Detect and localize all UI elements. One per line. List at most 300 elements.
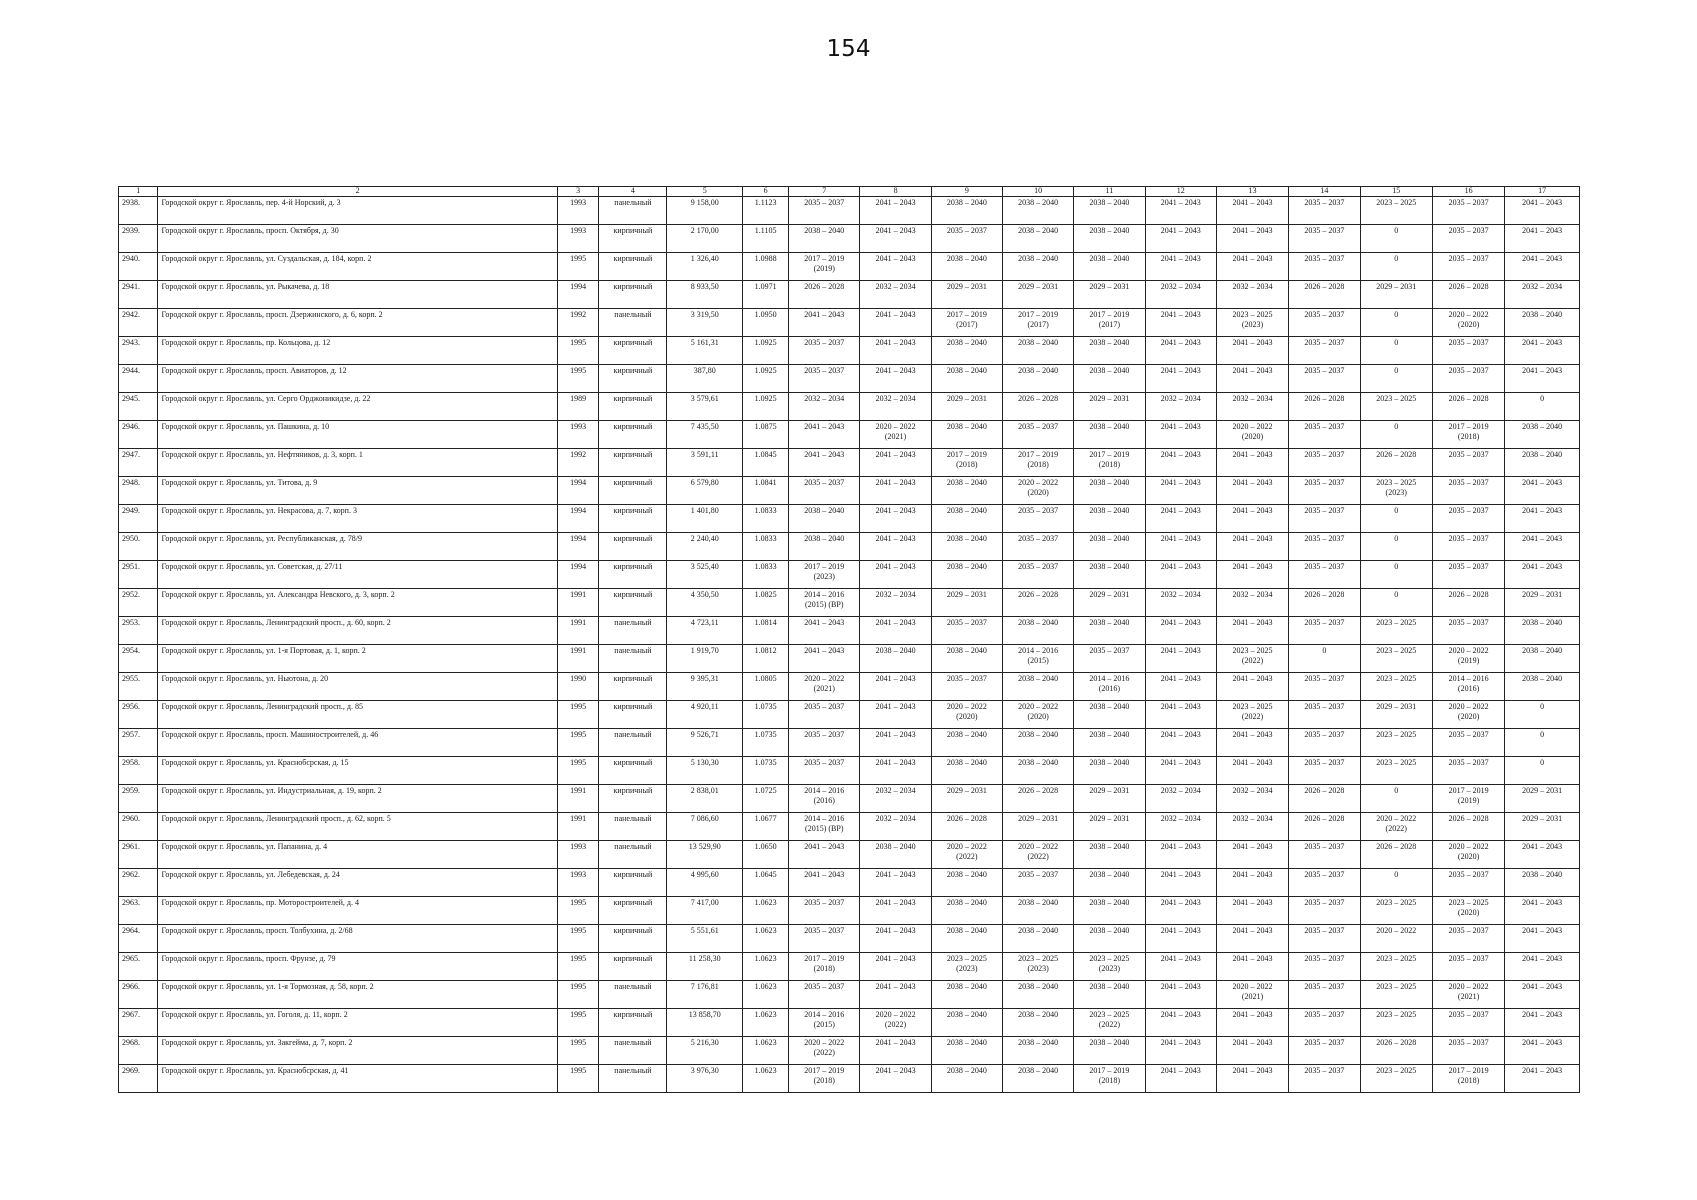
table-cell-col-3: 1995	[557, 953, 599, 981]
table-cell-col-8: 2041 – 2043	[860, 449, 931, 477]
table-cell-col-10: 2038 – 2040	[1002, 365, 1073, 393]
table-cell-col-8: 2020 – 2022 (2021)	[860, 421, 931, 449]
column-header-8: 8	[860, 187, 931, 197]
table-cell-col-13: 2041 – 2043	[1216, 365, 1288, 393]
table-cell-col-8: 2038 – 2040	[860, 841, 931, 869]
table-cell-col-2: Городской округ г. Ярославль, ул. Серго Орджоникидзе, д. 22	[158, 393, 557, 421]
table-cell-col-13: 2041 – 2043	[1216, 925, 1288, 953]
table-cell-col-1: 2944.	[119, 365, 158, 393]
table-cell-col-3: 1990	[557, 673, 599, 701]
table-cell-col-8: 2041 – 2043	[860, 981, 931, 1009]
table-cell-col-3: 1991	[557, 785, 599, 813]
table-cell-col-8: 2041 – 2043	[860, 225, 931, 253]
table-cell-col-5: 7 176,81	[667, 981, 743, 1009]
table-cell-col-11: 2038 – 2040	[1074, 477, 1145, 505]
table-cell-col-11: 2017 – 2019 (2018)	[1074, 449, 1145, 477]
table-cell-col-3: 1993	[557, 869, 599, 897]
table-cell-col-6: 1.0650	[743, 841, 789, 869]
table-cell-col-15: 0	[1360, 309, 1432, 337]
table-cell-col-15: 0	[1360, 253, 1432, 281]
table-cell-col-3: 1992	[557, 449, 599, 477]
table-cell-col-2: Городской округ г. Ярославль, Ленинградский просп., д. 62, корп. 5	[158, 813, 557, 841]
table-cell-col-9: 2029 – 2031	[931, 785, 1002, 813]
table-cell-col-7: 2020 – 2022 (2021)	[789, 673, 860, 701]
table-cell-col-7: 2014 – 2016 (2015)	[789, 1009, 860, 1037]
table-cell-col-12: 2041 – 2043	[1145, 505, 1216, 533]
table-cell-col-13: 2041 – 2043	[1216, 1009, 1288, 1037]
table-cell-col-4: кирпичный	[599, 785, 667, 813]
table-cell-col-4: панельный	[599, 1065, 667, 1093]
table-cell-col-1: 2956.	[119, 701, 158, 729]
table-cell-col-15: 0	[1360, 225, 1432, 253]
table-cell-col-9: 2038 – 2040	[931, 337, 1002, 365]
table-cell-col-10: 2038 – 2040	[1002, 617, 1073, 645]
table-cell-col-13: 2041 – 2043	[1216, 253, 1288, 281]
table-cell-col-16: 2035 – 2037	[1432, 925, 1504, 953]
table-cell-col-16: 2017 – 2019 (2018)	[1432, 1065, 1504, 1093]
table-cell-col-11: 2038 – 2040	[1074, 841, 1145, 869]
table-cell-col-17: 2041 – 2043	[1505, 253, 1580, 281]
table-cell-col-6: 1.0833	[743, 505, 789, 533]
table-cell-col-11: 2023 – 2025 (2023)	[1074, 953, 1145, 981]
table-cell-col-1: 2942.	[119, 309, 158, 337]
table-cell-col-16: 2026 – 2028	[1432, 393, 1504, 421]
table-cell-col-2: Городской округ г. Ярославль, просп. Авиаторов, д. 12	[158, 365, 557, 393]
table-cell-col-8: 2041 – 2043	[860, 757, 931, 785]
column-header-11: 11	[1074, 187, 1145, 197]
table-row	[119, 785, 1580, 813]
table-cell-col-16: 2035 – 2037	[1432, 337, 1504, 365]
table-cell-col-16: 2020 – 2022 (2020)	[1432, 701, 1504, 729]
table-cell-col-2: Городской округ г. Ярославль, Ленинградский просп., д. 60, корп. 2	[158, 617, 557, 645]
table-cell-col-10: 2026 – 2028	[1002, 393, 1073, 421]
table-cell-col-10: 2038 – 2040	[1002, 253, 1073, 281]
table-cell-col-6: 1.0623	[743, 897, 789, 925]
table-cell-col-11: 2029 – 2031	[1074, 281, 1145, 309]
table-cell-col-11: 2038 – 2040	[1074, 505, 1145, 533]
table-cell-col-14: 2035 – 2037	[1289, 1009, 1360, 1037]
table-cell-col-3: 1995	[557, 253, 599, 281]
table-cell-col-12: 2041 – 2043	[1145, 337, 1216, 365]
table-cell-col-1: 2959.	[119, 785, 158, 813]
table-cell-col-7: 2014 – 2016 (2015) (ВР)	[789, 813, 860, 841]
column-header-4: 4	[599, 187, 667, 197]
table-cell-col-8: 2041 – 2043	[860, 701, 931, 729]
table-cell-col-8: 2041 – 2043	[860, 953, 931, 981]
table-cell-col-9: 2017 – 2019 (2017)	[931, 309, 1002, 337]
table-cell-col-12: 2032 – 2034	[1145, 281, 1216, 309]
table-cell-col-12: 2032 – 2034	[1145, 785, 1216, 813]
table-cell-col-11: 2038 – 2040	[1074, 729, 1145, 757]
table-cell-col-7: 2041 – 2043	[789, 869, 860, 897]
table-cell-col-6: 1.0735	[743, 757, 789, 785]
table-cell-col-9: 2038 – 2040	[931, 757, 1002, 785]
table-cell-col-2: Городской округ г. Ярославль, ул. 1-я Портовая, д. 1, корп. 2	[158, 645, 557, 673]
table-cell-col-10: 2017 – 2019 (2018)	[1002, 449, 1073, 477]
table-cell-col-12: 2041 – 2043	[1145, 617, 1216, 645]
table-cell-col-12: 2032 – 2034	[1145, 589, 1216, 617]
table-cell-col-15: 0	[1360, 589, 1432, 617]
table-cell-col-1: 2941.	[119, 281, 158, 309]
table-cell-col-16: 2035 – 2037	[1432, 197, 1504, 225]
table-cell-col-16: 2035 – 2037	[1432, 561, 1504, 589]
table-cell-col-14: 2026 – 2028	[1289, 281, 1360, 309]
table-cell-col-13: 2023 – 2025 (2022)	[1216, 701, 1288, 729]
table-cell-col-2: Городской округ г. Ярославль, просп. Октября, д. 30	[158, 225, 557, 253]
table-cell-col-17: 0	[1505, 757, 1580, 785]
table-cell-col-17: 2038 – 2040	[1505, 449, 1580, 477]
table-cell-col-3: 1991	[557, 813, 599, 841]
table-cell-col-7: 2017 – 2019 (2019)	[789, 253, 860, 281]
table-cell-col-7: 2032 – 2034	[789, 393, 860, 421]
table-cell-col-14: 2035 – 2037	[1289, 925, 1360, 953]
column-header-2: 2	[158, 187, 557, 197]
table-cell-col-9: 2038 – 2040	[931, 365, 1002, 393]
table-cell-col-4: кирпичный	[599, 505, 667, 533]
table-row	[119, 1065, 1580, 1093]
table-cell-col-10: 2038 – 2040	[1002, 1065, 1073, 1093]
table-row	[119, 729, 1580, 757]
table-cell-col-16: 2020 – 2022 (2019)	[1432, 645, 1504, 673]
table-row	[119, 925, 1580, 953]
table-cell-col-2: Городской округ г. Ярославль, ул. Александра Невского, д. 3, корп. 2	[158, 589, 557, 617]
table-cell-col-14: 2026 – 2028	[1289, 785, 1360, 813]
table-cell-col-17: 2032 – 2034	[1505, 281, 1580, 309]
table-cell-col-12: 2041 – 2043	[1145, 561, 1216, 589]
table-cell-col-3: 1995	[557, 897, 599, 925]
table-cell-col-7: 2017 – 2019 (2023)	[789, 561, 860, 589]
table-cell-col-17: 2041 – 2043	[1505, 897, 1580, 925]
table-cell-col-12: 2041 – 2043	[1145, 225, 1216, 253]
table-cell-col-1: 2958.	[119, 757, 158, 785]
table-cell-col-12: 2041 – 2043	[1145, 869, 1216, 897]
table-cell-col-9: 2035 – 2037	[931, 225, 1002, 253]
table-cell-col-6: 1.1123	[743, 197, 789, 225]
table-cell-col-14: 2035 – 2037	[1289, 757, 1360, 785]
table-cell-col-1: 2963.	[119, 897, 158, 925]
table-cell-col-14: 2026 – 2028	[1289, 589, 1360, 617]
table-cell-col-2: Городской округ г. Ярославль, ул. Лебедевская, д. 24	[158, 869, 557, 897]
table-cell-col-12: 2041 – 2043	[1145, 421, 1216, 449]
table-cell-col-6: 1.0988	[743, 253, 789, 281]
table-cell-col-10: 2038 – 2040	[1002, 337, 1073, 365]
table-cell-col-9: 2035 – 2037	[931, 673, 1002, 701]
table-cell-col-9: 2020 – 2022 (2020)	[931, 701, 1002, 729]
table-row	[119, 645, 1580, 673]
table-cell-col-2: Городской округ г. Ярославль, ул. Пашкина, д. 10	[158, 421, 557, 449]
table-cell-col-15: 2023 – 2025 (2023)	[1360, 477, 1432, 505]
table-cell-col-3: 1994	[557, 561, 599, 589]
table-cell-col-4: кирпичный	[599, 281, 667, 309]
table-cell-col-1: 2962.	[119, 869, 158, 897]
table-row	[119, 197, 1580, 225]
table-cell-col-9: 2038 – 2040	[931, 729, 1002, 757]
table-row	[119, 421, 1580, 449]
table-cell-col-8: 2038 – 2040	[860, 645, 931, 673]
table-cell-col-3: 1993	[557, 421, 599, 449]
table-cell-col-13: 2020 – 2022 (2021)	[1216, 981, 1288, 1009]
table-row	[119, 393, 1580, 421]
table-cell-col-15: 0	[1360, 337, 1432, 365]
table-cell-col-8: 2041 – 2043	[860, 309, 931, 337]
table-cell-col-4: панельный	[599, 981, 667, 1009]
table-cell-col-8: 2041 – 2043	[860, 925, 931, 953]
table-cell-col-16: 2026 – 2028	[1432, 589, 1504, 617]
table-cell-col-12: 2041 – 2043	[1145, 477, 1216, 505]
table-cell-col-3: 1992	[557, 309, 599, 337]
table-cell-col-6: 1.0925	[743, 365, 789, 393]
table-cell-col-9: 2038 – 2040	[931, 645, 1002, 673]
table-cell-col-1: 2961.	[119, 841, 158, 869]
table-cell-col-9: 2023 – 2025 (2023)	[931, 953, 1002, 981]
table-cell-col-2: Городской округ г. Ярославль, просп. Фрунзе, д. 79	[158, 953, 557, 981]
table-cell-col-11: 2038 – 2040	[1074, 869, 1145, 897]
table-cell-col-15: 2023 – 2025	[1360, 197, 1432, 225]
table-cell-col-6: 1.0677	[743, 813, 789, 841]
table-cell-col-14: 2026 – 2028	[1289, 393, 1360, 421]
table-cell-col-3: 1991	[557, 617, 599, 645]
table-cell-col-15: 2023 – 2025	[1360, 1065, 1432, 1093]
table-cell-col-9: 2038 – 2040	[931, 981, 1002, 1009]
table-cell-col-13: 2041 – 2043	[1216, 561, 1288, 589]
table-cell-col-5: 13 529,90	[667, 841, 743, 869]
table-cell-col-12: 2041 – 2043	[1145, 253, 1216, 281]
table-cell-col-3: 1995	[557, 365, 599, 393]
table-cell-col-17: 2038 – 2040	[1505, 645, 1580, 673]
register-table-container	[118, 186, 1580, 1093]
table-cell-col-4: кирпичный	[599, 225, 667, 253]
table-cell-col-13: 2041 – 2043	[1216, 757, 1288, 785]
table-cell-col-4: кирпичный	[599, 953, 667, 981]
table-cell-col-16: 2035 – 2037	[1432, 505, 1504, 533]
table-cell-col-6: 1.0845	[743, 449, 789, 477]
table-cell-col-10: 2038 – 2040	[1002, 925, 1073, 953]
table-cell-col-6: 1.0735	[743, 701, 789, 729]
table-cell-col-2: Городской округ г. Ярославль, ул. Некрасова, д. 7, корп. 3	[158, 505, 557, 533]
table-cell-col-13: 2041 – 2043	[1216, 617, 1288, 645]
table-cell-col-17: 2041 – 2043	[1505, 1065, 1580, 1093]
table-cell-col-15: 2029 – 2031	[1360, 701, 1432, 729]
table-row	[119, 281, 1580, 309]
table-cell-col-2: Городской округ г. Ярославль, ул. Закгейма, д. 7, корп. 2	[158, 1037, 557, 1065]
table-cell-col-5: 5 216,30	[667, 1037, 743, 1065]
table-cell-col-11: 2038 – 2040	[1074, 225, 1145, 253]
table-cell-col-6: 1.0623	[743, 1065, 789, 1093]
table-cell-col-17: 2041 – 2043	[1505, 337, 1580, 365]
table-cell-col-12: 2041 – 2043	[1145, 533, 1216, 561]
table-cell-col-7: 2041 – 2043	[789, 645, 860, 673]
table-cell-col-7: 2014 – 2016 (2015) (ВР)	[789, 589, 860, 617]
table-cell-col-17: 2029 – 2031	[1505, 785, 1580, 813]
table-row	[119, 953, 1580, 981]
table-cell-col-1: 2940.	[119, 253, 158, 281]
table-cell-col-11: 2029 – 2031	[1074, 393, 1145, 421]
table-cell-col-3: 1993	[557, 197, 599, 225]
table-cell-col-15: 0	[1360, 505, 1432, 533]
table-cell-col-15: 2026 – 2028	[1360, 1037, 1432, 1065]
table-cell-col-9: 2038 – 2040	[931, 1065, 1002, 1093]
table-cell-col-2: Городской округ г. Ярославль, ул. Ньютона, д. 20	[158, 673, 557, 701]
table-cell-col-17: 2041 – 2043	[1505, 841, 1580, 869]
table-cell-col-12: 2041 – 2043	[1145, 1065, 1216, 1093]
table-cell-col-7: 2041 – 2043	[789, 617, 860, 645]
table-cell-col-13: 2041 – 2043	[1216, 841, 1288, 869]
table-cell-col-13: 2032 – 2034	[1216, 785, 1288, 813]
table-cell-col-15: 0	[1360, 785, 1432, 813]
table-cell-col-7: 2035 – 2037	[789, 925, 860, 953]
table-cell-col-11: 2038 – 2040	[1074, 925, 1145, 953]
table-cell-col-8: 2041 – 2043	[860, 197, 931, 225]
table-cell-col-15: 2023 – 2025	[1360, 645, 1432, 673]
table-cell-col-8: 2032 – 2034	[860, 393, 931, 421]
table-cell-col-17: 2041 – 2043	[1505, 953, 1580, 981]
table-cell-col-10: 2035 – 2037	[1002, 533, 1073, 561]
table-cell-col-10: 2014 – 2016 (2015)	[1002, 645, 1073, 673]
table-cell-col-2: Городской округ г. Ярославль, пр. Кольцова, д. 12	[158, 337, 557, 365]
table-cell-col-3: 1995	[557, 1065, 599, 1093]
table-cell-col-8: 2032 – 2034	[860, 589, 931, 617]
table-cell-col-5: 387,80	[667, 365, 743, 393]
table-cell-col-11: 2029 – 2031	[1074, 589, 1145, 617]
table-cell-col-15: 0	[1360, 365, 1432, 393]
table-cell-col-5: 9 526,71	[667, 729, 743, 757]
table-cell-col-8: 2032 – 2034	[860, 813, 931, 841]
table-cell-col-9: 2038 – 2040	[931, 561, 1002, 589]
table-cell-col-3: 1995	[557, 1037, 599, 1065]
table-cell-col-9: 2038 – 2040	[931, 533, 1002, 561]
table-cell-col-9: 2038 – 2040	[931, 1009, 1002, 1037]
table-cell-col-17: 2038 – 2040	[1505, 673, 1580, 701]
table-cell-col-14: 2035 – 2037	[1289, 673, 1360, 701]
table-cell-col-8: 2041 – 2043	[860, 505, 931, 533]
table-cell-col-17: 2041 – 2043	[1505, 1009, 1580, 1037]
table-cell-col-4: кирпичный	[599, 477, 667, 505]
page-number: 154	[826, 36, 871, 62]
table-cell-col-4: панельный	[599, 617, 667, 645]
table-cell-col-7: 2038 – 2040	[789, 225, 860, 253]
table-row	[119, 1009, 1580, 1037]
table-cell-col-16: 2020 – 2022 (2020)	[1432, 309, 1504, 337]
table-cell-col-17: 2041 – 2043	[1505, 477, 1580, 505]
table-cell-col-11: 2038 – 2040	[1074, 1037, 1145, 1065]
table-cell-col-11: 2038 – 2040	[1074, 533, 1145, 561]
table-cell-col-13: 2041 – 2043	[1216, 533, 1288, 561]
table-cell-col-12: 2032 – 2034	[1145, 393, 1216, 421]
table-cell-col-4: кирпичный	[599, 533, 667, 561]
column-header-16: 16	[1432, 187, 1504, 197]
table-cell-col-15: 0	[1360, 533, 1432, 561]
table-cell-col-7: 2035 – 2037	[789, 197, 860, 225]
table-cell-col-13: 2032 – 2034	[1216, 281, 1288, 309]
table-cell-col-10: 2029 – 2031	[1002, 281, 1073, 309]
table-cell-col-1: 2966.	[119, 981, 158, 1009]
table-cell-col-4: кирпичный	[599, 421, 667, 449]
table-cell-col-9: 2038 – 2040	[931, 197, 1002, 225]
table-cell-col-13: 2041 – 2043	[1216, 449, 1288, 477]
table-cell-col-14: 2035 – 2037	[1289, 561, 1360, 589]
table-cell-col-11: 2038 – 2040	[1074, 197, 1145, 225]
table-cell-col-7: 2026 – 2028	[789, 281, 860, 309]
table-cell-col-1: 2964.	[119, 925, 158, 953]
table-cell-col-13: 2041 – 2043	[1216, 1037, 1288, 1065]
table-cell-col-2: Городской округ г. Ярославль, ул. Индустриальная, д. 19, корп. 2	[158, 785, 557, 813]
table-cell-col-9: 2038 – 2040	[931, 253, 1002, 281]
table-row	[119, 337, 1580, 365]
table-cell-col-12: 2032 – 2034	[1145, 813, 1216, 841]
table-cell-col-3: 1995	[557, 337, 599, 365]
table-cell-col-9: 2020 – 2022 (2022)	[931, 841, 1002, 869]
table-cell-col-10: 2020 – 2022 (2022)	[1002, 841, 1073, 869]
table-cell-col-1: 2938.	[119, 197, 158, 225]
table-cell-col-3: 1995	[557, 981, 599, 1009]
table-cell-col-10: 2023 – 2025 (2023)	[1002, 953, 1073, 981]
table-cell-col-13: 2032 – 2034	[1216, 813, 1288, 841]
table-cell-col-1: 2967.	[119, 1009, 158, 1037]
table-cell-col-11: 2035 – 2037	[1074, 645, 1145, 673]
table-cell-col-7: 2035 – 2037	[789, 757, 860, 785]
table-cell-col-4: кирпичный	[599, 757, 667, 785]
column-header-5: 5	[667, 187, 743, 197]
table-cell-col-15: 2023 – 2025	[1360, 757, 1432, 785]
table-cell-col-15: 2023 – 2025	[1360, 617, 1432, 645]
table-cell-col-3: 1994	[557, 533, 599, 561]
table-cell-col-2: Городской округ г. Ярославль, просп. Толбухина, д. 2/68	[158, 925, 557, 953]
table-cell-col-14: 2035 – 2037	[1289, 533, 1360, 561]
table-cell-col-6: 1.0623	[743, 981, 789, 1009]
table-cell-col-16: 2020 – 2022 (2020)	[1432, 841, 1504, 869]
table-cell-col-15: 0	[1360, 561, 1432, 589]
table-cell-col-4: панельный	[599, 645, 667, 673]
table-cell-col-14: 2035 – 2037	[1289, 953, 1360, 981]
table-row	[119, 1037, 1580, 1065]
table-cell-col-11: 2023 – 2025 (2022)	[1074, 1009, 1145, 1037]
table-cell-col-4: кирпичный	[599, 253, 667, 281]
table-cell-col-1: 2945.	[119, 393, 158, 421]
table-cell-col-15: 2023 – 2025	[1360, 673, 1432, 701]
table-cell-col-17: 2029 – 2031	[1505, 589, 1580, 617]
table-cell-col-10: 2035 – 2037	[1002, 421, 1073, 449]
table-cell-col-3: 1995	[557, 701, 599, 729]
table-cell-col-17: 2038 – 2040	[1505, 421, 1580, 449]
table-cell-col-6: 1.0812	[743, 645, 789, 673]
table-cell-col-9: 2035 – 2037	[931, 617, 1002, 645]
table-row	[119, 449, 1580, 477]
table-cell-col-16: 2035 – 2037	[1432, 869, 1504, 897]
table-cell-col-5: 7 435,50	[667, 421, 743, 449]
table-cell-col-4: кирпичный	[599, 925, 667, 953]
table-cell-col-7: 2038 – 2040	[789, 505, 860, 533]
table-cell-col-10: 2038 – 2040	[1002, 897, 1073, 925]
register-table	[118, 186, 1580, 1093]
table-cell-col-15: 2020 – 2022 (2022)	[1360, 813, 1432, 841]
table-row	[119, 813, 1580, 841]
table-cell-col-10: 2038 – 2040	[1002, 673, 1073, 701]
table-cell-col-6: 1.0725	[743, 785, 789, 813]
table-cell-col-14: 2035 – 2037	[1289, 477, 1360, 505]
table-cell-col-14: 2035 – 2037	[1289, 897, 1360, 925]
table-cell-col-11: 2038 – 2040	[1074, 757, 1145, 785]
table-cell-col-8: 2041 – 2043	[860, 365, 931, 393]
table-cell-col-9: 2026 – 2028	[931, 813, 1002, 841]
column-header-7: 7	[789, 187, 860, 197]
table-cell-col-15: 0	[1360, 869, 1432, 897]
table-cell-col-11: 2038 – 2040	[1074, 617, 1145, 645]
table-cell-col-15: 2023 – 2025	[1360, 953, 1432, 981]
header-row	[119, 187, 1580, 197]
table-cell-col-13: 2041 – 2043	[1216, 505, 1288, 533]
table-cell-col-5: 1 401,80	[667, 505, 743, 533]
table-row	[119, 253, 1580, 281]
